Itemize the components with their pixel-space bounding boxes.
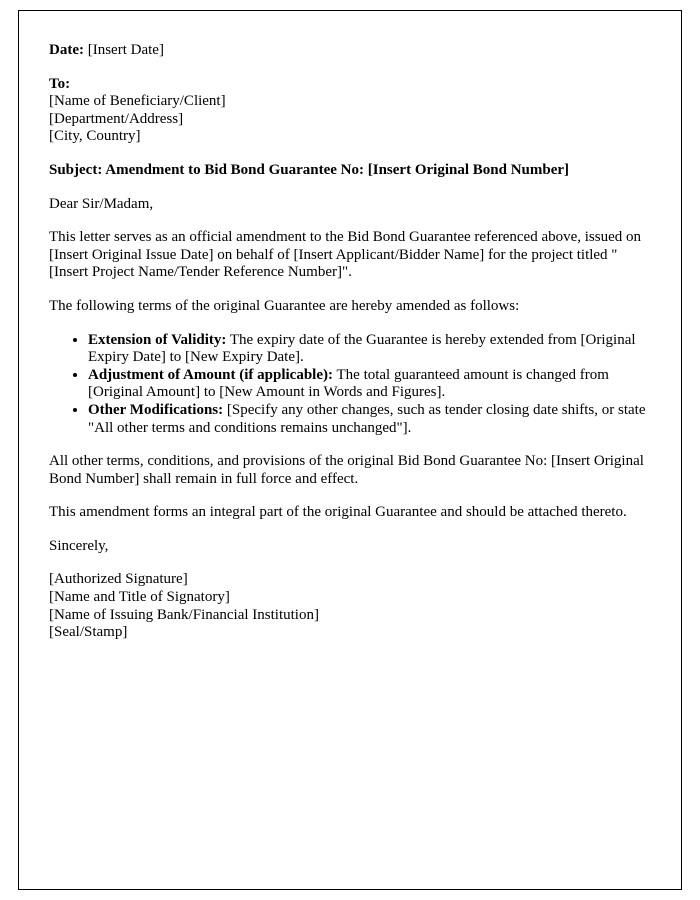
amendment-item-amount [88,367,651,402]
signature-block [49,571,651,641]
amendment-item-other [88,402,651,437]
amendment-item-validity [88,332,651,367]
intro-paragraph: This letter serves as an official amendment to the Bid Bond Guarantee referenced above, issued on [Insert Original Issue Date] on behalf of [Insert Applicant/Bidder Name] for the project titled "[Insert Project Name/Tender Reference Number]". [49,229,642,281]
amendment-item-other-text: [Specify any other changes, such as tender closing date shifts, or state "All other terms and conditions remains unchanged"]. [88,401,646,436]
amendments-intro-paragraph: The following terms of the original Guarantee are hereby amended as follows: [49,297,520,314]
recipient-city-line: [City, Country] [49,128,141,145]
recipient-block [49,76,651,146]
signature-line-seal: [Seal/Stamp] [49,624,128,641]
date-line [49,42,651,60]
recipient-name-line: [Name of Beneficiary/Client] [49,93,226,110]
signature-line-bank: [Name of Issuing Bank/Financial Institution] [49,606,319,623]
amendment-item-other-label: Other Modifications: [88,401,224,418]
signature-line-name-title: [Name and Title of Signatory] [49,589,230,606]
salutation: Dear Sir/Madam, [49,195,154,212]
amendment-item-amount-text: The total guaranteed amount is changed from [Original Amount] to [New Amount in Words and Figures]. [88,366,609,401]
date-value: [Insert Date] [83,42,164,58]
to-label: To: [49,75,71,92]
amendments-list [49,332,651,438]
subject-line: Subject: Amendment to Bid Bond Guarantee No: [Insert Original Bond Number] [49,161,570,178]
closing: Sincerely, [49,537,109,554]
letter-page [18,10,682,890]
date-label: Date: [49,42,84,58]
signature-line-authorized: [Authorized Signature] [49,571,188,588]
integral-paragraph: This amendment forms an integral part of the original Guarantee and should be attached thereto. [49,504,627,521]
recipient-department-line: [Department/Address] [49,110,184,127]
amendment-item-validity-text: The expiry date of the Guarantee is hereby extended from [Original Expiry Date] to [New Expiry Date]. [88,331,636,366]
remain-paragraph: All other terms, conditions, and provisions of the original Bid Bond Guarantee No: [Insert Original Bond Number] shall remain in full force and effect. [49,453,644,487]
amendment-item-validity-label: Extension of Validity: [88,331,227,348]
amendment-item-amount-label: Adjustment of Amount (if applicable): [88,366,334,383]
